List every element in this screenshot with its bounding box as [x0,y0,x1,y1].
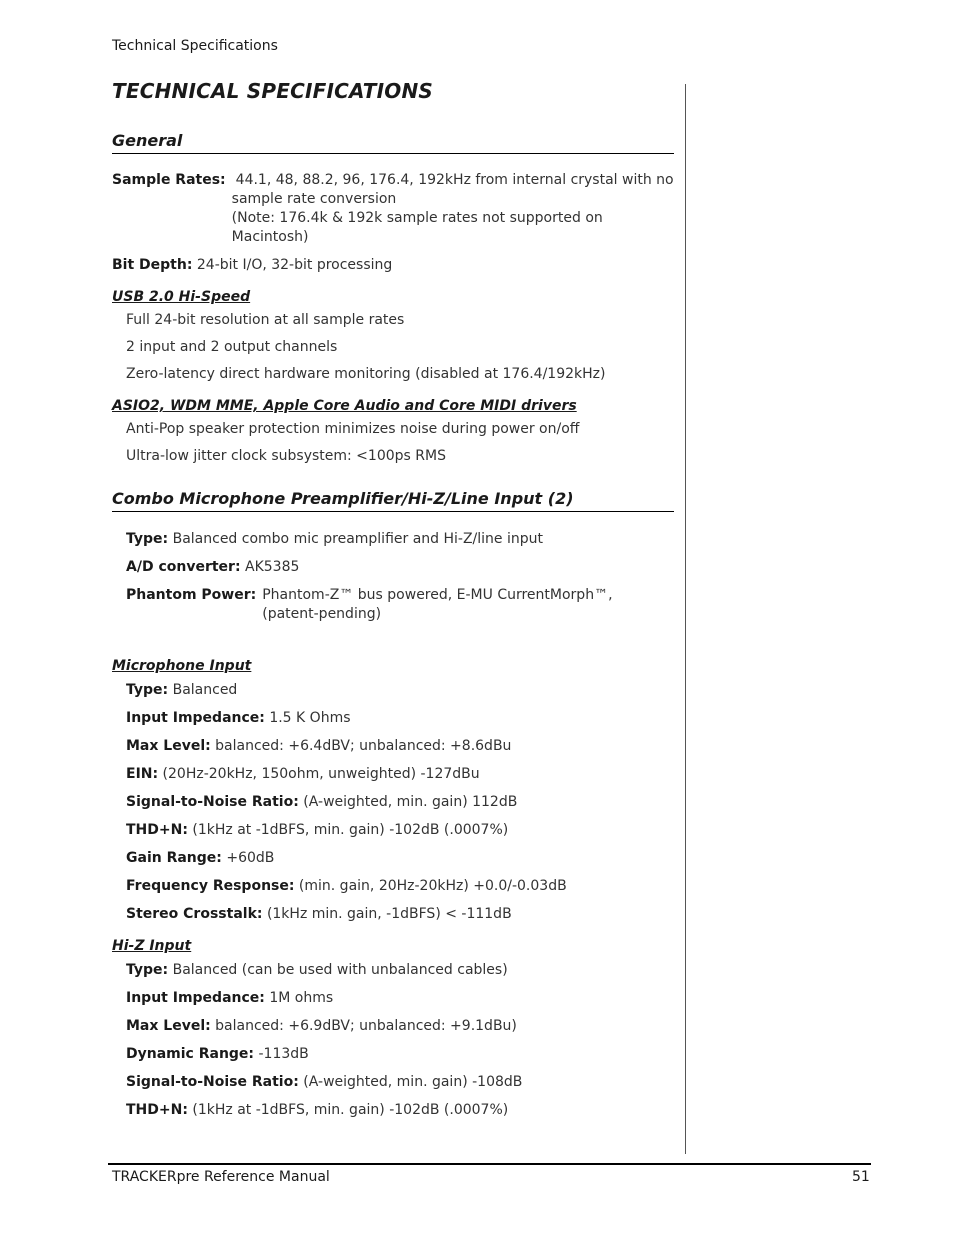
sample-rates-line: (Note: 176.4k & 192k sample rates not supported on Macintosh) [231,210,603,245]
usb-item: Zero-latency direct hardware monitoring (disabled at 176.4/192kHz) [126,366,606,382]
usb-item: 2 input and 2 output channels [126,339,338,355]
main-content [112,78,674,1120]
spec-row [112,821,674,840]
spec-value: (A-weighted, min. gain) -108dB [303,1074,523,1090]
subsection-heading-usb: USB 2.0 Hi-Speed [112,289,251,305]
combo-type-row [112,530,674,549]
phantom-power-value [262,586,612,624]
bit-depth-value: 24-bit I/O, 32-bit processing [196,257,393,273]
spec-value: (A-weighted, min. gain) 112dB [303,794,518,810]
spec-row [112,681,674,700]
spec-label: THD+N: [126,822,188,838]
spec-value: (1kHz at -1dBFS, min. gain) -102dB (.0007%) [192,1102,509,1118]
adc-label: A/D converter: [126,559,241,575]
sample-rates-line: 44.1, 48, 88.2, 96, 176.4, 192kHz from internal crystal with no [235,172,674,188]
spec-label: Frequency Response: [126,878,295,894]
spec-row [112,849,674,868]
usb-item: Full 24-bit resolution at all sample rates [126,312,405,328]
phantom-power-line: Phantom-Z™ bus powered, E-MU CurrentMorph™, [262,587,613,603]
spec-label: Signal-to-Noise Ratio: [126,794,299,810]
footer-rule [108,1163,871,1165]
bit-depth-row [112,256,674,275]
spec-value: (1kHz at -1dBFS, min. gain) -102dB (.0007%) [192,822,509,838]
spec-label: Max Level: [126,1018,211,1034]
section-heading-general: General [112,131,674,154]
combo-type-value: Balanced combo mic preamplifier and Hi-Z/line input [172,531,544,547]
spec-row [112,961,674,980]
spec-row [112,1017,674,1036]
spec-label: Gain Range: [126,850,222,866]
running-head: Technical Specifications [112,38,278,54]
subsection-heading-mic-input: Microphone Input [112,658,252,674]
phantom-power-line: (patent-pending) [262,606,382,622]
spec-value: (min. gain, 20Hz-20kHz) +0.0/-0.03dB [298,878,567,894]
spec-row [112,793,674,812]
spec-label: Input Impedance: [126,990,265,1006]
spec-value: -113dB [258,1046,309,1062]
spec-label: Type: [126,962,169,978]
section-heading-combo: Combo Microphone Preamplifier/Hi-Z/Line Input (2) [112,489,674,512]
drivers-item: Ultra-low jitter clock subsystem: <100ps RMS [126,448,446,464]
spec-value: 1.5 K Ohms [269,710,351,726]
spec-value: balanced: +6.4dBV; unbalanced: +8.6dBu [215,738,512,754]
spec-label: Stereo Crosstalk: [126,906,263,922]
footer-manual-title: TRACKERpre Reference Manual [112,1169,330,1185]
spec-label: EIN: [126,766,159,782]
spec-row [112,765,674,784]
spec-row [112,1101,674,1120]
spec-row [112,877,674,896]
phantom-power-label: Phantom Power: [126,587,257,603]
sample-rates-line: sample rate conversion [231,191,397,207]
spec-value: 1M ohms [269,990,334,1006]
spec-label: THD+N: [126,1102,188,1118]
page-number: 51 [852,1169,870,1185]
spec-row [112,709,674,728]
spec-row [112,1045,674,1064]
spec-label: Type: [126,682,169,698]
spec-row [112,905,674,924]
phantom-power-row [112,586,674,624]
spec-value: (1kHz min. gain, -1dBFS) < -111dB [266,906,512,922]
subsection-heading-drivers: ASIO2, WDM MME, Apple Core Audio and Core MIDI drivers [112,398,577,414]
spec-label: Dynamic Range: [126,1046,255,1062]
bit-depth-label: Bit Depth: [112,257,193,273]
spec-row [112,737,674,756]
spec-label: Signal-to-Noise Ratio: [126,1074,299,1090]
spec-value: +60dB [226,850,275,866]
vertical-divider [685,84,686,1154]
spec-value: (20Hz-20kHz, 150ohm, unweighted) -127dBu [162,766,480,782]
spec-label: Input Impedance: [126,710,265,726]
spec-row [112,1073,674,1092]
subsection-heading-hiz-input: Hi-Z Input [112,938,192,954]
sample-rates-value [232,171,674,247]
spec-value: Balanced (can be used with unbalanced cables) [172,962,508,978]
sample-rates-label: Sample Rates: [112,172,226,188]
drivers-item: Anti-Pop speaker protection minimizes noise during power on/off [126,421,580,437]
adc-row [112,558,674,577]
adc-value: AK5385 [245,559,300,575]
spec-label: Max Level: [126,738,211,754]
combo-type-label: Type: [126,531,169,547]
spec-row [112,989,674,1008]
sample-rates-row [112,171,674,247]
spec-value: Balanced [172,682,238,698]
page-title: TECHNICAL SPECIFICATIONS [112,79,433,103]
spec-value: balanced: +6.9dBV; unbalanced: +9.1dBu) [215,1018,517,1034]
